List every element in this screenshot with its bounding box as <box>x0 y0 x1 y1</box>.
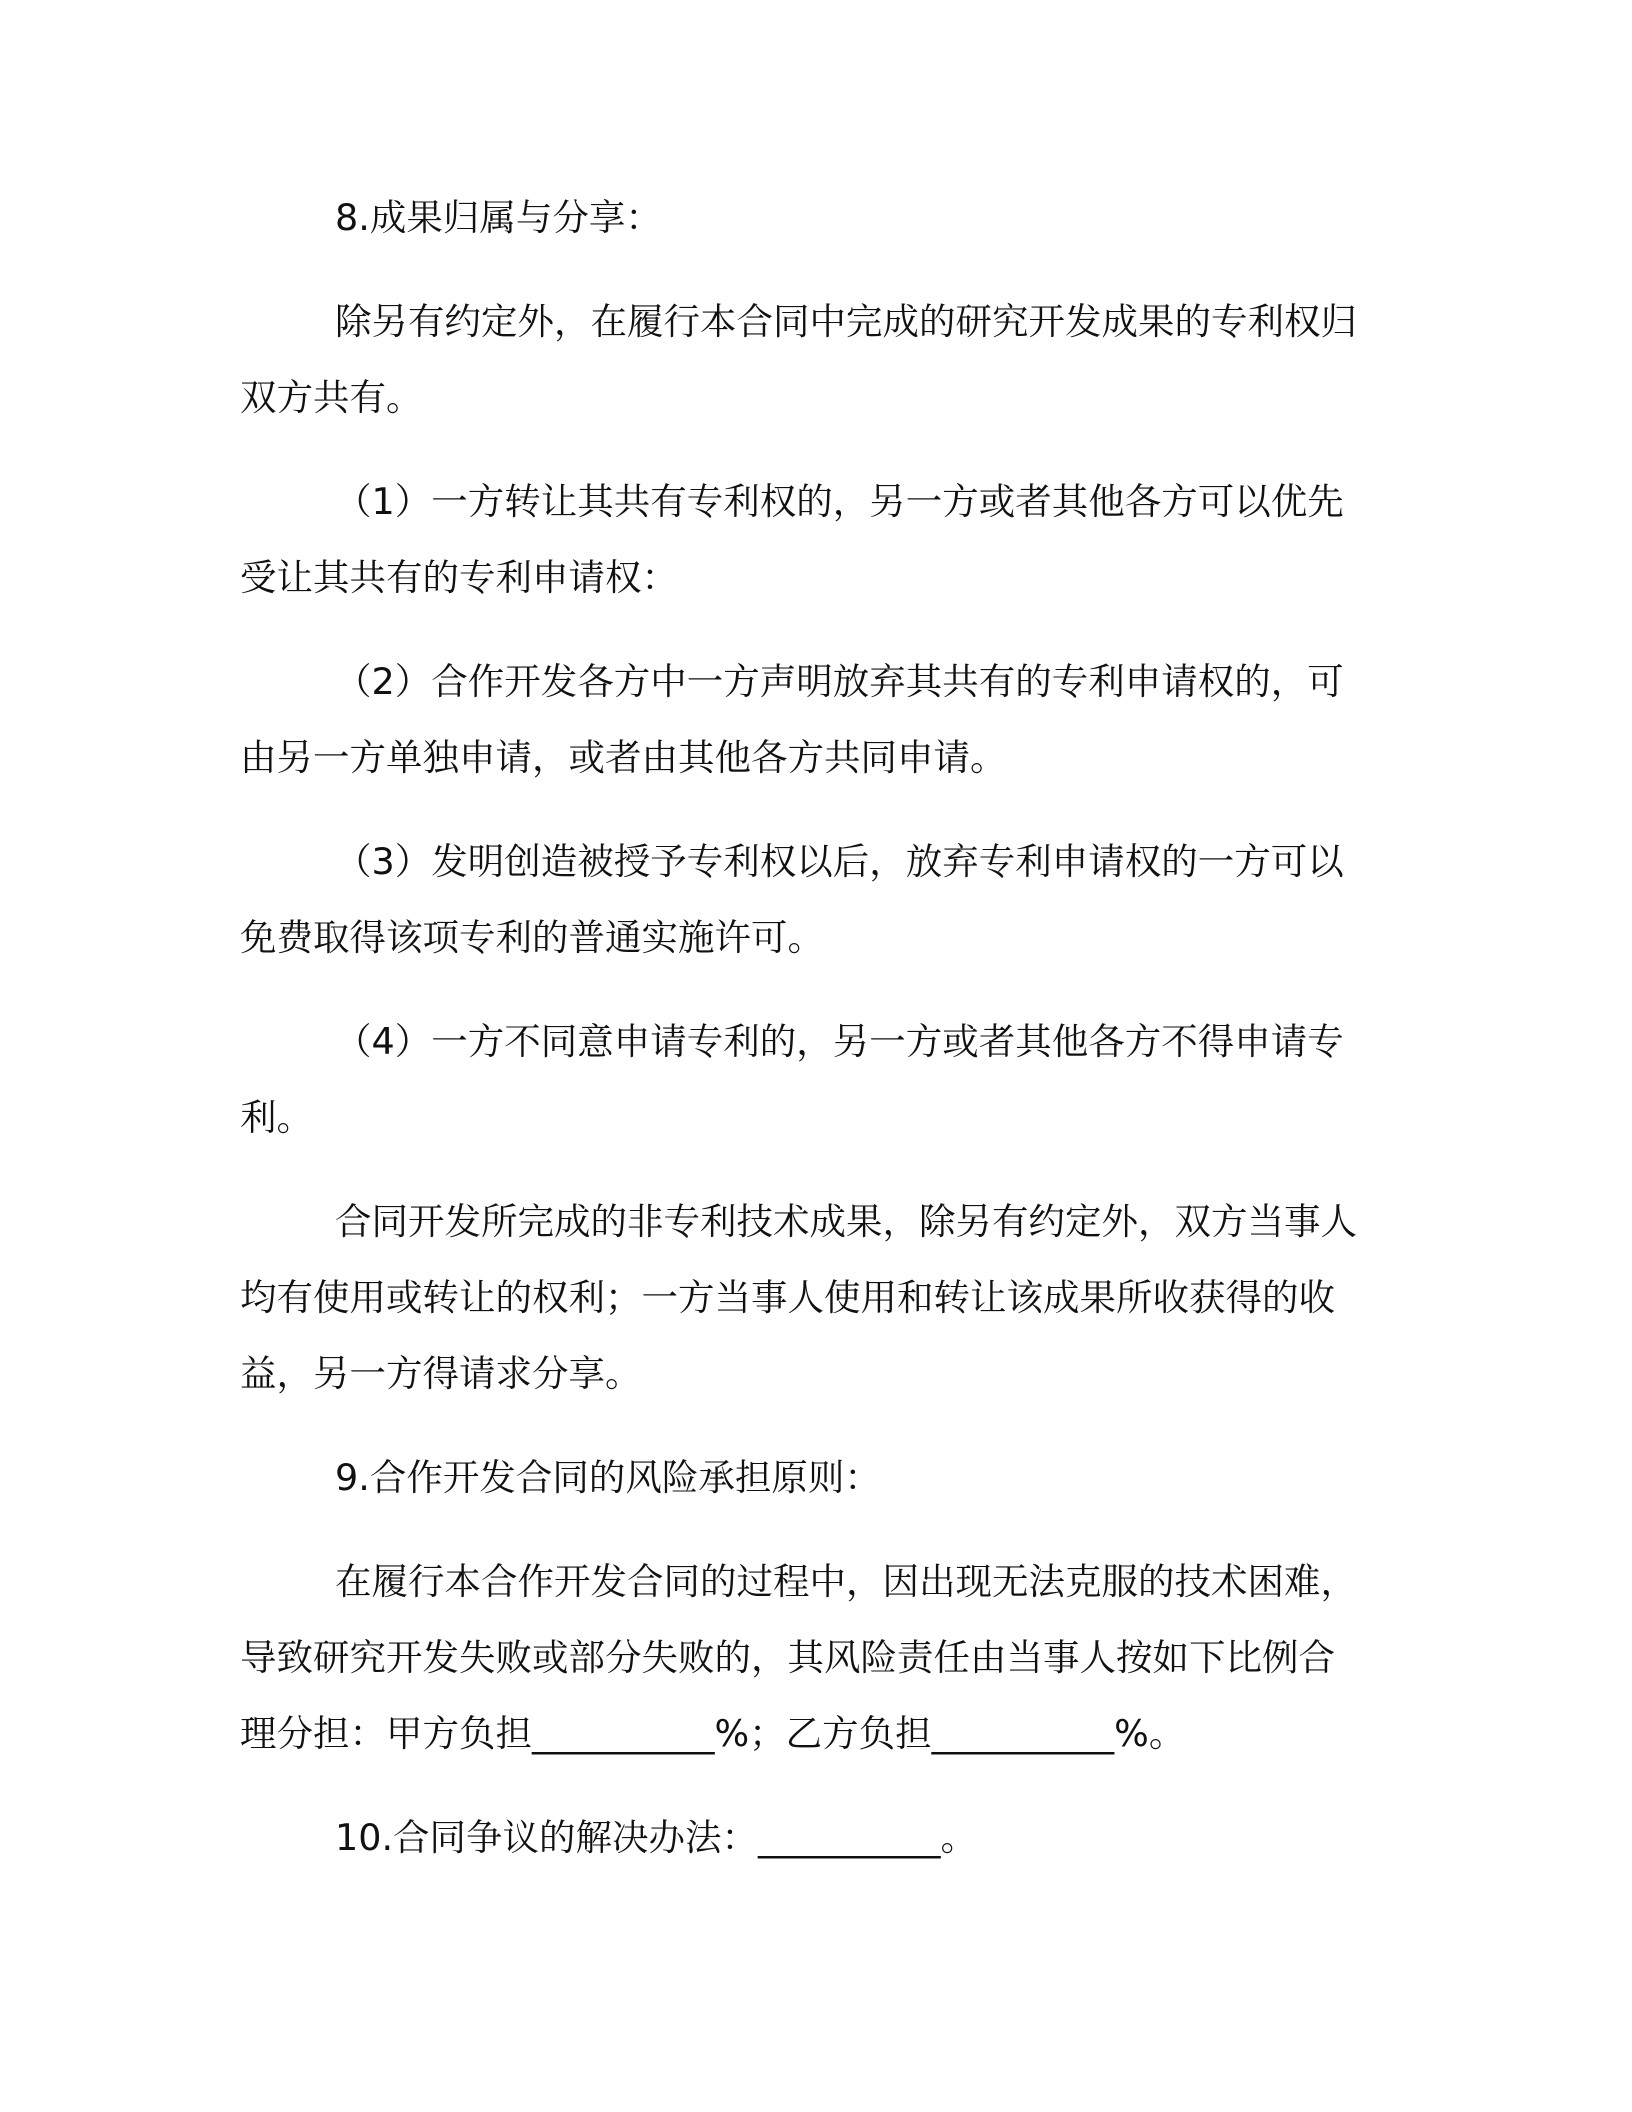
list-item-3-line: 免费取得该项专利的普通实施许可。 <box>240 916 824 959</box>
paragraph-line: 均有使用或转让的权利；一方当事人使用和转让该成果所收获得的收 <box>240 1276 1335 1319</box>
section-heading-10: 10.合同争议的解决办法：__________。 <box>335 1816 978 1859</box>
paragraph-line: 在履行本合作开发合同的过程中，因出现无法克服的技术困难， <box>335 1560 1357 1603</box>
list-item-2-line: （2）合作开发各方中一方声明放弃其共有的专利申请权的，可 <box>335 660 1344 703</box>
paragraph-line: 导致研究开发失败或部分失败的，其风险责任由当事人按如下比例合 <box>240 1636 1335 1679</box>
list-item-2-line: 由另一方单独申请，或者由其他各方共同申请。 <box>240 736 1007 779</box>
paragraph-line: 合同开发所完成的非专利技术成果，除另有约定外，双方当事人 <box>335 1200 1357 1243</box>
section-heading-8: 8.成果归属与分享： <box>335 196 662 239</box>
list-item-4-line: （4）一方不同意申请专利的，另一方或者其他各方不得申请专 <box>335 1020 1344 1063</box>
section-heading-9: 9.合作开发合同的风险承担原则： <box>335 1456 881 1499</box>
list-item-4-line: 利。 <box>240 1096 313 1139</box>
list-item-3-line: （3）发明创造被授予专利权以后，放弃专利申请权的一方可以 <box>335 840 1344 883</box>
paragraph-line: 双方共有。 <box>240 376 423 419</box>
paragraph-line: 益，另一方得请求分享。 <box>240 1352 642 1395</box>
paragraph-line: 除另有约定外，在履行本合同中完成的研究开发成果的专利权归 <box>335 300 1357 343</box>
list-item-1-line: 受让其共有的专利申请权： <box>240 556 678 599</box>
paragraph-line: 理分担：甲方负担__________%；乙方负担__________%。 <box>240 1712 1186 1755</box>
list-item-1-line: （1）一方转让其共有专利权的，另一方或者其他各方可以优先 <box>335 480 1344 523</box>
